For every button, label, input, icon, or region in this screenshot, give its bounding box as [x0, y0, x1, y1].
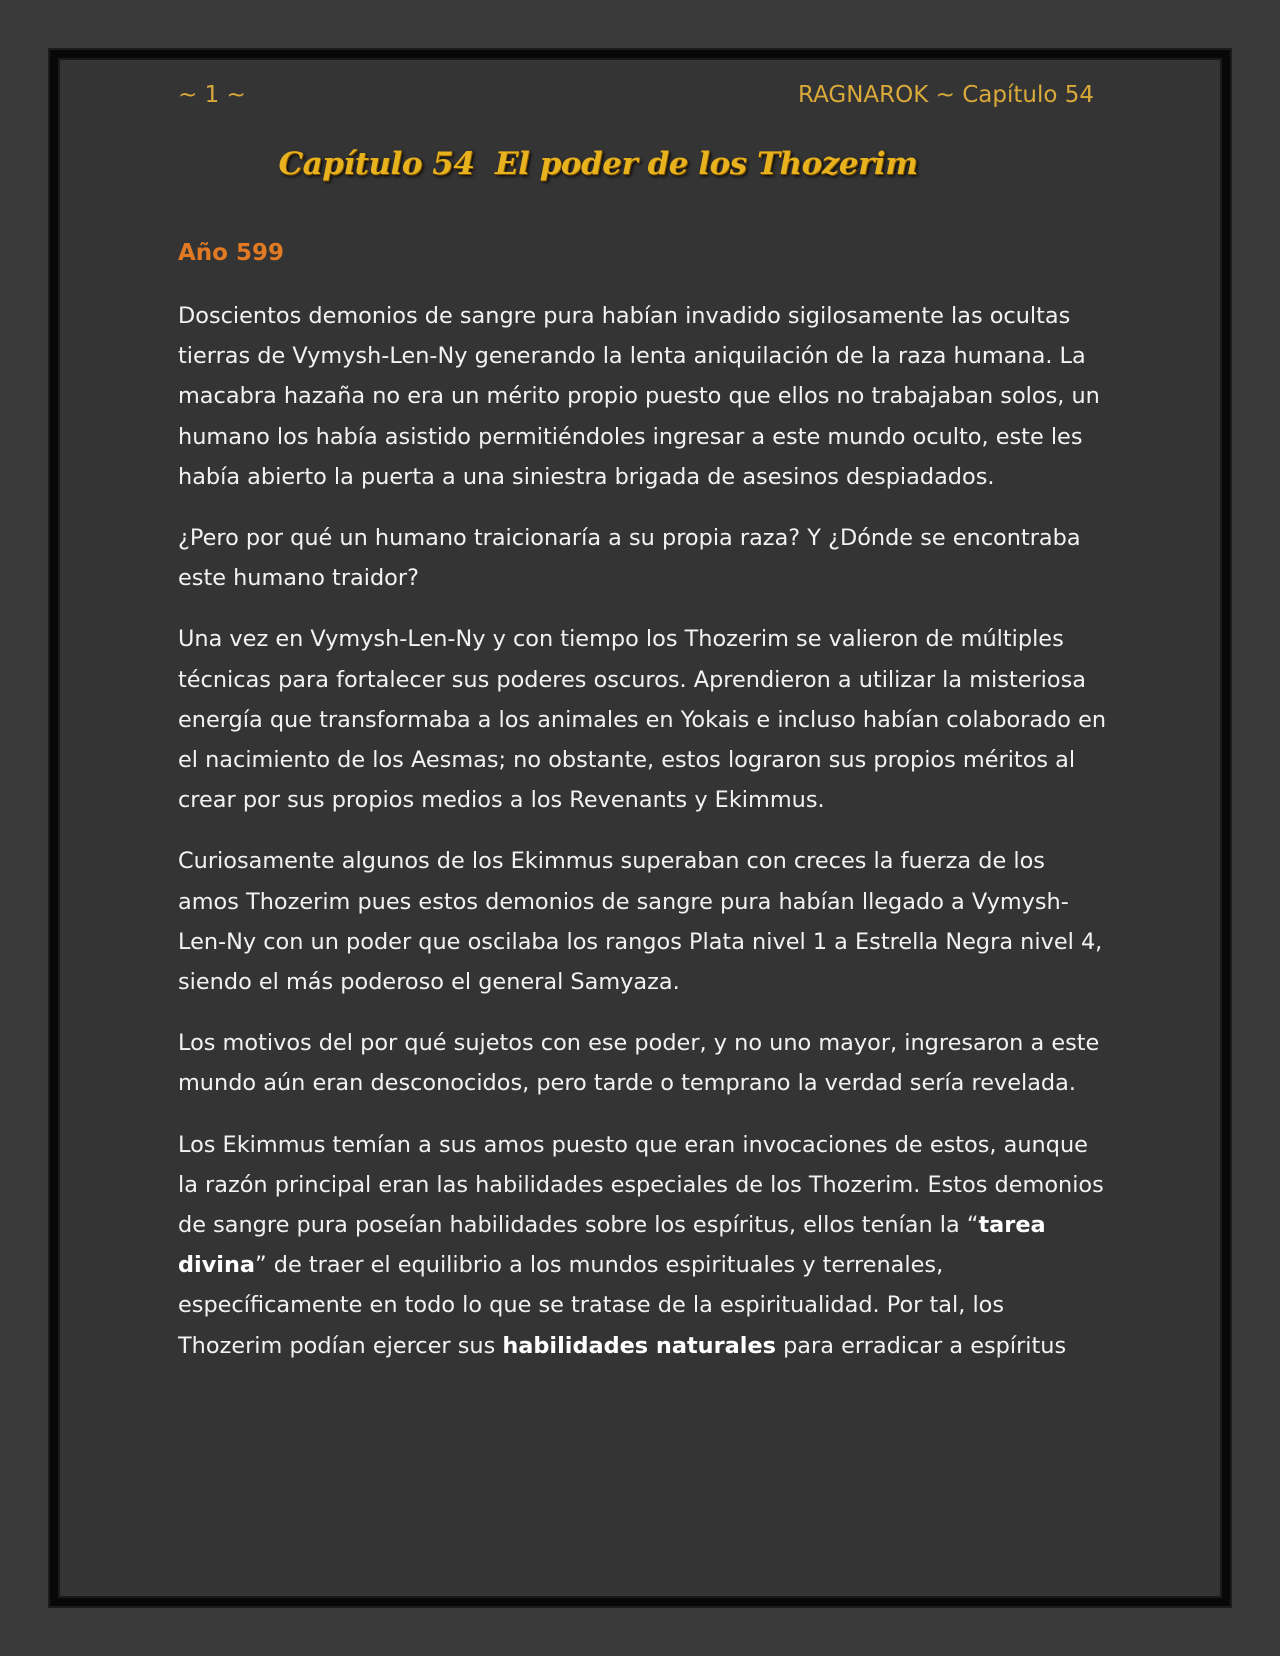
paragraph-6-text-1: Los Ekimmus temían a sus amos puesto que eran invocaciones de estos, aunque la razón principal eran las habilidades especiales de los Thozerim. Estos demonios de sangre pura poseían habilidades sobre los espíritus, ellos tenían la “ — [178, 1131, 1104, 1239]
paragraph-6 — [178, 1125, 1110, 1366]
paragraph-2: ¿Pero por qué un humano traicionaría a su propia raza? Y ¿Dónde se encontraba este humano traidor? — [178, 525, 1081, 592]
year-heading: Año 599 — [178, 240, 284, 266]
bold-term-habilidades-naturales: habilidades naturales — [502, 1332, 776, 1359]
paragraph-1: Doscientos demonios de sangre pura habían invadido sigilosamente las ocultas tierras de Vymysh-Len-Ny generando la lenta aniquilación de la raza humana. La macabra hazaña no era un mérito propio puesto que ellos no trabajaban solos, un humano los había asistido permitiéndoles ingresar a este mundo oculto, este les había abierto la puerta a una siniestra brigada de asesinos despiadados. — [178, 303, 1100, 490]
chapter-title: Capítulo 54 El poder de los Thozerim — [278, 146, 918, 182]
paragraph-6-text-2: ” de traer el equilibrio a los mundos espirituales y terrenales, específicamente en todo lo que se tratase de la espiritualidad. Por tal, los Thozerim podían ejercer sus — [178, 1252, 1005, 1359]
bold-term-tarea-divina: tarea divina — [178, 1212, 1046, 1279]
running-header-title: RAGNAROK ~ Capítulo 54 — [798, 82, 1094, 108]
document-page — [50, 50, 1230, 1606]
paragraph-6-text-3: para erradicar a espíritus — [775, 1332, 1067, 1359]
chapter-body — [178, 296, 1110, 1387]
paragraph-4: Curiosamente algunos de los Ekimmus superaban con creces la fuerza de los amos Thozerim pues estos demonios de sangre pura habían llegado a Vymysh-Len-Ny con un poder que oscilaba los rangos Plata nivel 1 a Estrella Negra nivel 4, siendo el más poderoso el general Samyaza. — [178, 848, 1103, 996]
paragraph-5: Los motivos del por qué sujetos con ese poder, y no uno mayor, ingresaron a este mundo aún eran desconocidos, pero tarde o temprano la verdad sería revelada. — [178, 1030, 1100, 1097]
paragraph-3: Una vez en Vymysh-Len-Ny y con tiempo los Thozerim se valieron de múltiples técnicas para fortalecer sus poderes oscuros. Aprendieron a utilizar la misteriosa energía que transformaba a los animales en Yokais e incluso habían colaborado en el nacimiento de los Aesmas; no obstante, estos lograron sus propios méritos al crear por sus propios medios a los Revenants y Ekimmus. — [178, 626, 1107, 814]
page-number: ~ 1 ~ — [178, 82, 246, 108]
